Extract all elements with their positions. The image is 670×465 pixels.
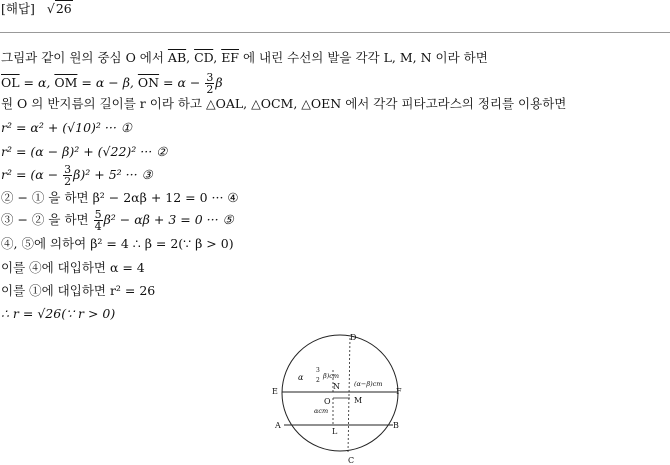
label-alpha-cm: αcm — [314, 407, 329, 415]
segment-cd: $\overline{CD}$ — [194, 50, 214, 65]
solve-r-squared: 이를 ①에 대입하면 r² = 26 — [1, 283, 156, 298]
equation-2: r² = (α − β)² + (√22)² ··· ② — [1, 144, 168, 159]
line-1: 그림과 같이 원의 중심 O 에서 $\overline{AB}$, $\overline{CD}$, $\overline{EF}$ 에 내린 수선의 발을 각각 L, M, N 이라 하면 — [1, 50, 488, 65]
label-o: O — [324, 397, 331, 406]
solve-beta: ④, ⑤에 의하여 β² = 4 ∴ β = 2(∵ β > 0) — [1, 236, 234, 251]
divider — [0, 32, 670, 33]
answer-label: [해답] — [1, 1, 35, 16]
answer-value: √26 — [46, 1, 72, 16]
label-m: M — [354, 396, 363, 405]
chord-cd — [348, 338, 350, 452]
label-beta-cm: β)cm — [323, 372, 340, 380]
equation-3: r² = (α − $\frac{3}{2}$ β)² + 5² ··· ③ — [1, 163, 153, 188]
equation-1: r² = α² + (√10)² ··· ① — [1, 120, 132, 135]
label-l: L — [332, 427, 338, 436]
label-a-minus-b: (α−β)cm — [354, 380, 383, 388]
label-frac-den: 2 — [316, 377, 320, 384]
label-e: E — [272, 387, 278, 396]
label-frac-num: 3 — [316, 367, 320, 374]
equation-5: ③ − ② 을 하면 $\frac{5}{4}$ β² − αβ + 3 = 0 ··· ⑤ — [1, 208, 234, 233]
answer-header — [1, 1, 73, 17]
label-b: B — [393, 421, 399, 430]
label-c: C — [348, 456, 355, 465]
equation-4: ② − ① 을 하면 β² − 2αβ + 12 = 0 ··· ④ — [1, 190, 239, 205]
label-alpha: α — [298, 373, 304, 382]
fraction-3-2: $\frac{3}{2}$ — [206, 71, 214, 96]
solve-alpha: 이를 ④에 대입하면 α = 4 — [1, 260, 145, 275]
label-a: A — [275, 421, 281, 430]
line-3: 원 O 의 반지름의 길이를 r 이라 하고 △OAL, △OCM, △OEN 에서 각각 피타고라스의 정리를 이용하면 — [1, 96, 567, 111]
line-2: $\overline{OL} = \alpha$, $\overline{OM} = \alpha - \beta$, $\overline{ON} = \alpha$ − $\frac{3}{2}$ β — [1, 71, 223, 96]
segment-ef: $\overline{EF}$ — [221, 50, 239, 65]
circle-figure — [268, 330, 408, 465]
label-f: F — [396, 387, 402, 396]
segment-ab: $\overline{AB}$ — [167, 50, 187, 65]
final-answer: ∴ r = √26(∵ r > 0) — [1, 306, 116, 321]
label-d: D — [350, 333, 357, 342]
label-n: N — [333, 382, 340, 391]
circle — [282, 335, 398, 451]
